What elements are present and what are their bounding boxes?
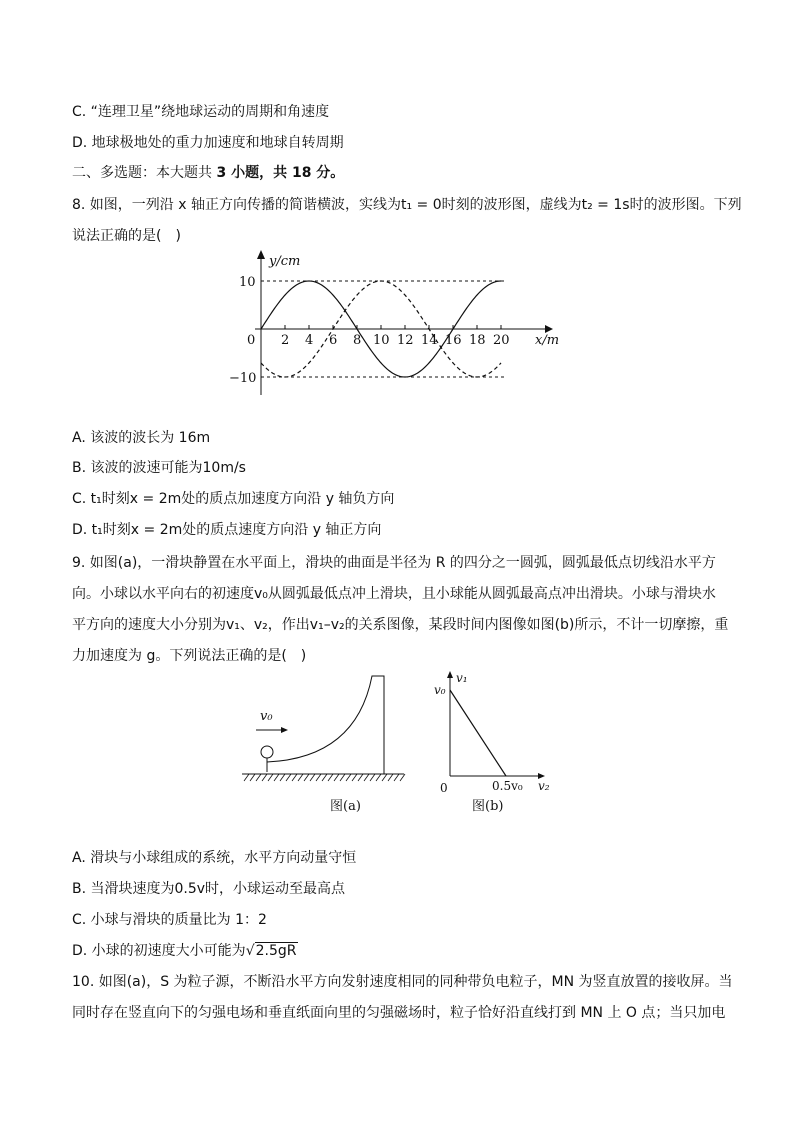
q9-hatch-line [244, 774, 249, 781]
q9-option-d [72, 941, 298, 961]
q8-option-b: B. 该波的波速可能为10m/s [72, 460, 246, 476]
q9-hatch-line [304, 774, 309, 781]
q9-b-origin: 0 [440, 781, 448, 795]
q8-wave-graph [225, 245, 570, 405]
q9-hatch-line [310, 774, 315, 781]
q9-hatch-line [394, 774, 399, 781]
section-score: 18 [291, 165, 312, 181]
q9-stem-line1: 9. 如图(a)，一滑块静置在水平面上，滑块的曲面是半径为 R 的四分之一圆弧，圆弧最低点切线沿水平方 [72, 555, 716, 571]
q9-fig-b-caption: 图(b) [472, 799, 504, 814]
q9-hatch-line [328, 774, 333, 781]
section-mid: 小题，共 [226, 165, 292, 181]
q7-option-c: C. “连理卫星”绕地球运动的周期和角速度 [72, 104, 330, 120]
q9-hatch-line [334, 774, 339, 781]
q8-x-tick-label: 20 [493, 333, 510, 348]
q9-hatch-line [364, 774, 369, 781]
q8-origin-label: 0 [247, 333, 256, 348]
q9-radicand: 2.5gR [255, 943, 297, 959]
q8-x-tick-label: 12 [397, 333, 414, 348]
q9-b-line [450, 690, 506, 776]
q9-hatch-line [370, 774, 375, 781]
q8-x-tick-label: 14 [421, 333, 438, 348]
q9-b-intercept: 0.5v₀ [492, 779, 523, 793]
q9-stem-line3: 平方向的速度大小分别为v₁、v₂，作出v₁–v₂的关系图像，某段时间内图像如图(b)所示，不计一切摩擦，重 [72, 617, 729, 633]
q8-y-arrow [257, 250, 265, 259]
q9-hatch-line [340, 774, 345, 781]
q8-x-tick-label: 10 [373, 333, 390, 348]
q9-hatch-line [376, 774, 381, 781]
q9-hatch-line [316, 774, 321, 781]
q9-b-v0-label: v₀ [434, 683, 446, 697]
section-header [72, 163, 344, 183]
q10-stem-line2: 同时存在竖直向下的匀强电场和垂直纸面向里的匀强磁场时，粒子恰好沿直线打到 MN 上 O 点；当只加电 [72, 1005, 726, 1021]
q9-option-c: C. 小球与滑块的质量比为 1：2 [72, 912, 267, 928]
q9-option-b: B. 当滑块速度为0.5v时，小球运动至最高点 [72, 881, 346, 897]
q9-hatch-line [280, 774, 285, 781]
q8-x-tick-label: 18 [469, 333, 486, 348]
q9-hatch-line [400, 774, 405, 781]
q9-hatch-line [382, 774, 387, 781]
section-suffix: 分。 [311, 165, 345, 181]
q9-b-v2-label: v₂ [538, 779, 550, 793]
q8-y-max-label: 10 [239, 275, 256, 290]
q9-fig-a-caption: 图(a) [330, 799, 361, 814]
q8-x-tick-label: 2 [281, 333, 290, 348]
q9-hatch-line [292, 774, 297, 781]
q8-x-tick-label: 16 [445, 333, 462, 348]
q8-y-min-label: −10 [229, 371, 257, 386]
q8-y-label: y/cm [269, 254, 301, 269]
section-prefix: 二、多选题：本大题共 [72, 165, 217, 181]
q9-hatch-line [256, 774, 261, 781]
q8-option-a: A. 该波的波长为 16m [72, 430, 211, 446]
q9-stem-line2: 向。小球以水平向右的初速度v₀从圆弧最低点冲上滑块，且小球能从圆弧最高点冲出滑块。小球与滑块水 [72, 586, 716, 602]
q9-hatch-line [322, 774, 327, 781]
q9-slider [267, 676, 384, 774]
q9-hatch-line [286, 774, 291, 781]
q10-stem-line1: 10. 如图(a)，S 为粒子源，不断沿水平方向发射速度相同的同种带负电粒子，MN 为竖直放置的接收屏。当 [72, 974, 733, 990]
q9-hatch-line [388, 774, 393, 781]
q9-hatch-line [250, 774, 255, 781]
q8-stem-line2: 说法正确的是( ) [72, 228, 181, 244]
q8-x-tick-label: 4 [305, 333, 314, 348]
q9-hatch-line [298, 774, 303, 781]
q8-x-label: x/m [535, 333, 560, 348]
q9-figure-a [236, 668, 406, 828]
q9-b-v1-label: v₁ [456, 671, 468, 685]
q8-option-d: D. t₁时刻x = 2m处的质点速度方向沿 y 轴正方向 [72, 522, 382, 538]
q9-b-y-arrow [447, 671, 453, 678]
q9-sqrt: √2.5gR [245, 943, 297, 959]
q9-option-d-text: D. 小球的初速度大小可能为 [72, 943, 246, 959]
q9-hatch-line [262, 774, 267, 781]
q8-x-tick-label: 6 [329, 333, 338, 348]
q9-hatch-line [346, 774, 351, 781]
q8-option-c: C. t₁时刻x = 2m处的质点加速度方向沿 y 轴负方向 [72, 491, 395, 507]
q9-stem-line4: 力加速度为 g。下列说法正确的是( ) [72, 648, 307, 664]
q8-x-arrow [545, 325, 553, 333]
q8-stem-line1: 8. 如图，一列沿 x 轴正方向传播的简谐横波，实线为t₁ = 0时刻的波形图，虚线为t₂ = 1s时的波形图。下列 [72, 197, 742, 213]
q9-hatch-line [358, 774, 363, 781]
q9-ball [261, 746, 273, 758]
q9-hatch-line [268, 774, 273, 781]
q9-figure-b [430, 668, 560, 828]
q9-hatch-line [274, 774, 279, 781]
q7-option-d: D. 地球极地处的重力加速度和地球自转周期 [72, 135, 344, 151]
q9-v0-arrowhead [281, 727, 288, 733]
q8-x-tick-label: 8 [353, 333, 362, 348]
q9-hatch-line [352, 774, 357, 781]
q9-fig-a-v0: v₀ [260, 709, 273, 724]
q9-ground-hatching [244, 774, 405, 781]
section-count: 3 [216, 165, 227, 181]
q9-option-a: A. 滑块与小球组成的系统，水平方向动量守恒 [72, 850, 357, 866]
